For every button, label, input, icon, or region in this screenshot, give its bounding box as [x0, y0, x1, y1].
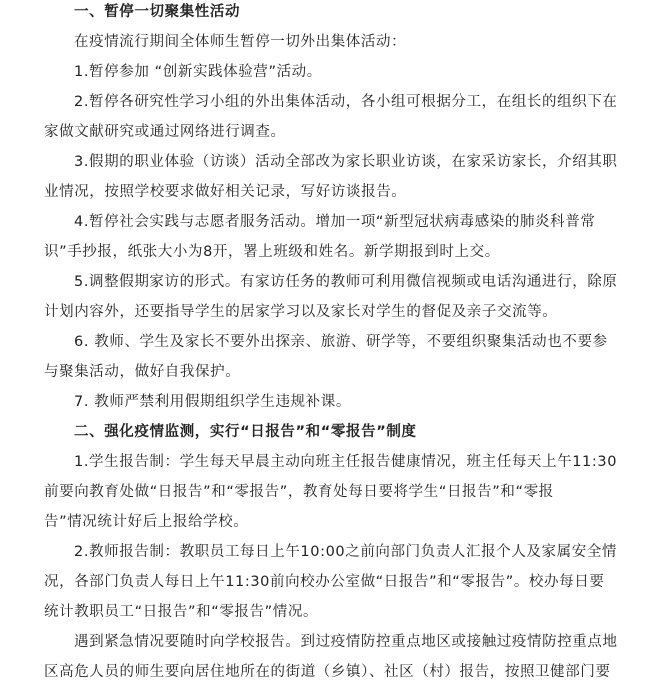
paragraph-line: 在疫情流行期间全体师生暂停一切外出集体活动：: [74, 34, 407, 50]
paragraph-line: 家做文献研究或通过网络进行调查。: [44, 124, 286, 140]
paragraph-line: 4.暂停社会实践与志愿者服务活动。增加一项“新型冠状病毒感染的肺炎科普常: [74, 214, 596, 230]
paragraph-line: 1.暂停参加 “创新实践体验营”活动。: [74, 64, 322, 80]
paragraph-line: 2.教师报告制：教职员工每日上午10:00之前向部门负责人汇报个人及家属安全情: [74, 544, 618, 560]
paragraph-line: 况，各部门负责人每日上午11:30前向校办公室做“日报告”和“零报告”。校办每日要: [44, 574, 605, 590]
paragraph-line: 遇到紧急情况要随时向学校报告。到过疫情防控重点地区或接触过疫情防控重点地: [74, 634, 618, 650]
section-heading-1: 一、暂停一切聚集性活动: [74, 4, 241, 20]
paragraph-line: 统计教职员工“日报告”和“零报告”情况。: [44, 604, 319, 620]
paragraph-line: 业情况，按照学校要求做好相关记录，写好访谈报告。: [44, 184, 407, 200]
paragraph-line: 6. 教师、学生及家长不要外出探亲、旅游、研学等，不要组织聚集活动也不要参: [74, 334, 608, 350]
section-heading-2: 二、强化疫情监测，实行“日报告”和“零报告”制度: [74, 424, 417, 440]
paragraph-line: 前要向教育处做“日报告”和“零报告”，教育处每日要将学生“日报告”和“零报: [44, 484, 554, 500]
paragraph-line: 计划内容外，还要指导学生的居家学习以及家长对学生的督促及亲子交流等。: [44, 304, 558, 320]
paragraph-line: 与聚集活动，做好自我保护。: [44, 364, 241, 380]
paragraph-line: 告”情况统计好后上报给学校。: [44, 514, 249, 530]
paragraph-line: 3.假期的职业体验（访谈）活动全部改为家长职业访谈，在家采访家长，介绍其职: [74, 154, 618, 170]
paragraph-line: 7. 教师严禁利用假期组织学生违规补课。: [74, 394, 351, 410]
paragraph-line: 2.暂停各研究性学习小组的外出集体活动，各小组可根据分工，在组长的组织下在: [74, 94, 618, 110]
paragraph-line: 区高危人员的师生要向居住地所在的街道（乡镇）、社区（村）报告，按照卫健部门要: [44, 664, 611, 680]
paragraph-line: 5.调整假期家访的形式。有家访任务的教师可利用微信视频或电话沟通进行，除原: [74, 274, 618, 290]
paragraph-line: 识”手抄报，纸张大小为8开，署上班级和姓名。新学期报到时上交。: [44, 244, 500, 260]
paragraph-line: 1.学生报告制：学生每天早晨主动向班主任报告健康情况，班主任每天上午11:30: [74, 454, 618, 470]
